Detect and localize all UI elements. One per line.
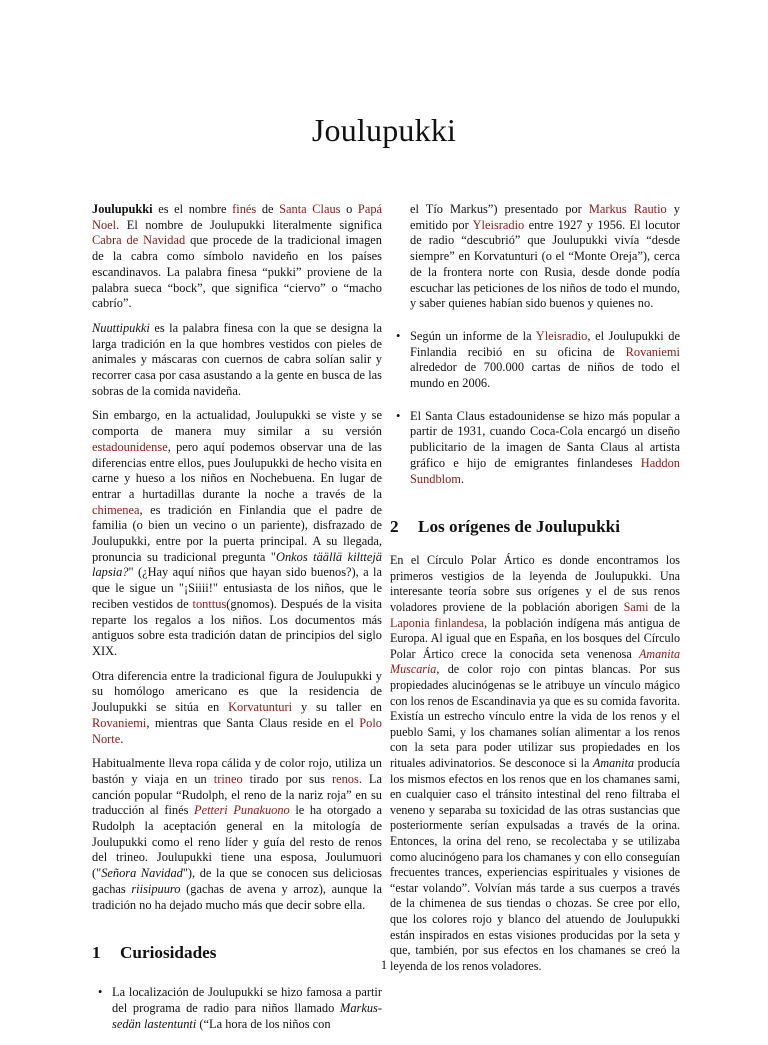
link-trineo[interactable]: trineo bbox=[213, 771, 243, 786]
left-column bbox=[92, 202, 382, 1045]
intro-paragraph-5 bbox=[92, 756, 382, 913]
link-laponia-finlandesa[interactable]: Laponia finlandesa bbox=[390, 615, 485, 630]
page-title: Joulupukki bbox=[311, 112, 457, 148]
link-markus-rautio[interactable]: Markus Rautio bbox=[588, 202, 667, 216]
link-amanita-muscaria[interactable]: Amanita Muscaria bbox=[390, 646, 680, 677]
term-riisipuuro: riisipuuro bbox=[131, 881, 181, 896]
text: Otra diferencia entre la tradicional figura de Joulupukki y su homólogo americano es que la residencia de Joulupukki se sitúa en bbox=[92, 668, 382, 715]
link-korvatunturi[interactable]: Korvatunturi bbox=[228, 700, 293, 715]
term-joulupukki: Joulupukki bbox=[92, 202, 153, 216]
curiosidades-list bbox=[92, 985, 382, 1032]
section-heading-origenes bbox=[390, 517, 680, 537]
term-amanita: Amanita bbox=[593, 755, 634, 770]
bullet-icon: • bbox=[396, 408, 401, 423]
term-senora-navidad: Señora Navidad bbox=[101, 866, 183, 881]
link-polo-norte[interactable]: Polo Norte bbox=[92, 715, 382, 746]
link-yleisradio-2[interactable]: Yleisradio bbox=[535, 328, 588, 343]
text: de la bbox=[648, 600, 680, 615]
text: . bbox=[120, 731, 124, 746]
text: tirado por sus bbox=[242, 771, 332, 786]
text: alrededor de 700.000 cartas de niños de todo el mundo en 2006. bbox=[410, 360, 680, 391]
text: . bbox=[460, 471, 465, 486]
text: es la palabra finesa con la que se designa la larga tradición en la que hombres vestidos con pieles de animales y máscaras con cuernos de cabra solían salir y recorrer casa por casa asustando a la gente en busca de las sobras de la comida navideña. bbox=[92, 320, 382, 398]
text: , pero aquí podemos observar una de las diferencias entre ellos, pues Joulupukki de hecho visita en carne y hueso a los niños en Nochebuena. En lugar de entrar a hurtadillas durante la noche a través de la bbox=[92, 439, 382, 501]
text: de bbox=[256, 202, 280, 216]
text: , es tradición en Finlandia que el padre de familia (o bien un vecino o un pariente), disfrazado de Joulupukki, entre por la puerta principal. A su llegada, pronuncia su tradicional pregunta " bbox=[92, 502, 382, 564]
text: o bbox=[340, 202, 358, 216]
text: y su taller en bbox=[292, 700, 382, 715]
text: le ha otorgado a Rudolph la aceptación general en la mitología de Joulupukki como el reno líder y guía del resto de renos del trineo. Joulupukki tiene una esposa, Joulumuori (" bbox=[92, 803, 382, 881]
text: que procede de la tradicional imagen de la cabra como símbolo navideño en los países escandinavos. La palabra finesa “pukki” proviene de la palabra sueca “bock”, que significa “ciervo” o “macho cabrío”. bbox=[92, 233, 383, 311]
section-title: Los orígenes de Joulupukki bbox=[418, 517, 621, 537]
text: . El nombre de Joulupukki literalmente significa bbox=[116, 217, 382, 232]
link-rovaniemi[interactable]: Rovaniemi bbox=[92, 715, 147, 730]
link-rovaniemi-2[interactable]: Rovaniemi bbox=[625, 344, 680, 359]
intro-paragraph-3 bbox=[92, 408, 382, 659]
right-column bbox=[390, 202, 680, 983]
origenes-paragraph bbox=[390, 553, 680, 974]
text: , el Joulupukki de Finlandia recibió en su oficina de bbox=[410, 328, 680, 359]
text: (gachas de avena y arroz), aunque la tradición no ha dejado mucho más que decir sobre ella. bbox=[92, 881, 382, 912]
text: es el nombre bbox=[152, 202, 233, 216]
text: (gnomos). Después de la visita reparte los regalos a los niños. Los documentos más antiguos sobre esta tradición datan de principios del siglo XIX. bbox=[92, 596, 383, 658]
list-item bbox=[92, 985, 382, 1032]
intro-paragraph-2 bbox=[92, 321, 382, 400]
link-petteri-punakuono[interactable]: Petteri Punakuono bbox=[194, 803, 290, 818]
bullet-icon: • bbox=[98, 985, 103, 1000]
text: La localización de Joulupukki se hizo famosa a partir del programa de radio para niños llamado bbox=[112, 985, 382, 1015]
link-papa-noel[interactable]: Papá Noel bbox=[92, 202, 383, 232]
link-estadounidense[interactable]: estadounidense bbox=[92, 439, 168, 454]
text: Según un informe de la bbox=[410, 328, 536, 343]
list-item bbox=[390, 329, 680, 392]
text: y emitido por bbox=[410, 202, 680, 232]
text: . La canción popular “Rudolph, el reno de la nariz roja” en su traducción al finés bbox=[92, 771, 383, 818]
bullet-icon: • bbox=[396, 328, 401, 343]
intro-paragraph-4 bbox=[92, 669, 382, 748]
list-item-continued bbox=[390, 202, 680, 312]
link-renos[interactable]: renos bbox=[331, 771, 359, 786]
text: "), de la que se conocen sus deliciosas gachas bbox=[92, 866, 382, 896]
text: Habitualmente lleva ropa cálida y de color rojo, utiliza un bastón y viaja en un bbox=[92, 756, 382, 786]
program-title: Markus-sedän lastentunti bbox=[112, 1000, 382, 1031]
section-number: 2 bbox=[390, 517, 399, 537]
text: , de color rojo con pintas blancas. Por sus propiedades alucinógenas se le atribuye un vínculo mágico con los renos de Escandinavia ya que es su comida favorita. Existía un estrecho vínculo entre la vida de los renos y el pueblo Sami, y los chamanes solían alimentar a los renos con la seta para poder utilizar sus propiedades en los rituales adivinatorios. Se desconoce si la bbox=[390, 662, 680, 770]
section-number: 1 bbox=[92, 943, 101, 963]
page-number: 1 bbox=[380, 958, 388, 972]
link-fines[interactable]: finés bbox=[232, 202, 257, 216]
text: (“La hora de los niños con bbox=[196, 1016, 331, 1031]
quote-onkos: Onkos täällä kilttejä lapsia? bbox=[92, 549, 382, 580]
list-item bbox=[390, 409, 680, 488]
section-title: Curiosidades bbox=[120, 943, 217, 963]
text: , la población indígena más antigua de Europa. Al igual que en España, en los bosques del Círculo Polar Ártico crece la conocida seta venenosa bbox=[390, 615, 680, 661]
term-nuuttipukki: Nuuttipukki bbox=[92, 320, 150, 335]
text: El Santa Claus estadounidense se hizo más popular a partir de 1931, cuando Coca-Cola encargó un diseño publicitario de la imagen de Santa Claus al artista gráfico e hijo de emigrantes finlandeses bbox=[410, 408, 680, 470]
text: entre 1927 y 1956. El locutor de radio “descubrió” que Joulupukki vivía “desde siempre” en Korvatunturi (o el “Monte Oreja”), cerca de la frontera norte con Rusia, desde donde podía escuchar las peticiones de los niños de todo el mundo, y saber quienes habían sido buenos y quienes no. bbox=[410, 217, 681, 311]
link-chimenea[interactable]: chimenea bbox=[92, 502, 140, 517]
text: el Tío Markus”) presentado por bbox=[410, 202, 589, 216]
link-sami[interactable]: Sami bbox=[623, 600, 649, 615]
text: producía los mismos efectos en los renos que en los chamanes sami, en cualquier caso el tránsito intestinal del reno filtraba el veneno y separaba su toxicidad de las otras sustancias que posteriormente serían expulsadas a través de la orina. Entonces, la orina del reno, se recolectaba y se utilizaba como alucinógeno para los chamanes y con ello conseguían frecuentes trances, experiencias espirituales y visiones de “estar volando”. Volvían más tarde a sus cuerpos a través de la chimenea de sus tiendas o chozas. Se cree por ello, que los colores rojo y blanco del atuendo de Joulupukki están inspirados en estas visiones producidas por la seta y que, también, por sus efectos en los chamanes se creó la leyenda de los renos voladores. bbox=[390, 755, 680, 973]
curiosidades-list-continued bbox=[390, 202, 680, 487]
link-yleisradio[interactable]: Yleisradio bbox=[472, 217, 525, 232]
text: En el Círculo Polar Ártico es donde encontramos los primeros vestigios de la leyenda de Joulupukki. Una interesante teoría sobre sus orígenes y el de sus renos voladores proviene de la población aborigen bbox=[390, 553, 680, 615]
link-santa-claus[interactable]: Santa Claus bbox=[279, 202, 341, 216]
link-tonttus[interactable]: tonttus bbox=[192, 596, 227, 611]
link-haddon-sundblom[interactable]: Haddon Sundblom bbox=[410, 455, 680, 486]
intro-paragraph-1 bbox=[92, 202, 382, 312]
text: Sin embargo, en la actualidad, Joulupukki se viste y se comporta de manera muy similar a su versión bbox=[92, 408, 382, 439]
text: " (¿Hay aquí niños que hayan sido buenos?), a la que le sigue un "¡Siiii!" entusiasta de los niños, que le reciben vestidos de bbox=[92, 565, 382, 611]
text: , mientras que Santa Claus reside en el bbox=[146, 715, 360, 730]
link-cabra-de-navidad[interactable]: Cabra de Navidad bbox=[92, 233, 186, 248]
